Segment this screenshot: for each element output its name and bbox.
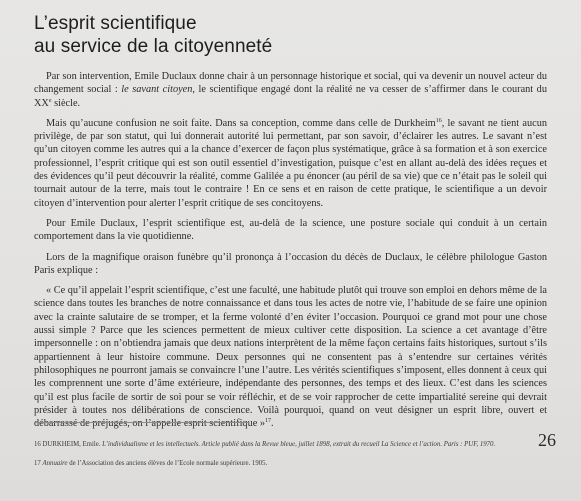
paragraph-2: [34, 117, 547, 210]
footnote-17: [34, 459, 524, 468]
paragraph-4: Lors de la magnifique oraison funèbre qu’il prononça à l’occasion du décès de Duclaux, le célèbre philologue Gaston Paris explique :: [34, 251, 547, 276]
quote-end: .: [271, 418, 274, 430]
footnote-divider: [34, 422, 249, 423]
footnote-17-tail: de l’Association des anciens élèves de l’Ecole normale supérieure. 1905.: [67, 460, 268, 467]
paragraph-1-italic: le savant citoyen: [121, 84, 193, 96]
paragraph-1-text-a: Par son intervention, Emile Duclaux donne chair à un personnage historique et social, qui va devenir un nouvel acteur du changement social :: [34, 71, 547, 96]
quote-paragraph: [34, 284, 547, 430]
section-title-line-1: L’esprit scientifique: [34, 13, 197, 34]
footnote-17-lead: 17: [34, 460, 43, 467]
section-title: [34, 12, 272, 58]
paragraph-2-text-a: Mais qu’aucune confusion ne soit faite. Dans sa conception, comme dans celle de Durkheim: [46, 117, 436, 129]
paragraph-1-text-d: siècle.: [51, 97, 81, 109]
footnote-16: [34, 440, 524, 449]
page-number: 26: [538, 430, 556, 450]
footnote-ref-16[interactable]: 16: [435, 117, 442, 124]
paragraph-1: [34, 70, 547, 110]
footnotes: [34, 440, 524, 478]
paragraph-1-text-c: , le scientifique engagé dont la réalité ne va cesser de s’affirmer dans le courant du XX: [34, 84, 547, 109]
body-text: [34, 70, 547, 437]
quote-text: « Ce qu’il appelait l’esprit scientifique, c’est une faculté, une habitude plutôt qui trouve son emploi en dehors même de la science dans toutes les branches de notre connaissance et dans tous les actes de notre vie, l’habitude de se faire une opinion avec la crainte salutaire de se tromper, et la ferme volonté d’en éviter l’occasion. Pourquoi ce grand mot pour une chose aussi simple ? Parce que les sciences permettent de mieux cultiver cette disposition. La science a cet avantage d’être impersonnelle : on n’obtiendra jamais que deux nations interprètent de la même façon certains faits historiques, surtout s’ils appartiennent à leur histoire commune. Deux personnes qui ne consentent pas à s’entendre sur certaines vérités philosophiques ne pourront jamais se convaincre l’une l’autre. Les vérités scientifiques s’imposent, elles donnent à ceux qui les comprennent une sorte d’âme extérieure, indépendante des personnes, des temps et des lieux. C’est dans les sciences qu’il est plus facile de sortir de soi pour se voir réfléchir, et de se voir rapprocher de cette impartialité sereine qui devrait présider à toutes nos délibérations de conscience. Voilà pourquoi, quand on veut désigner un esprit libre, ouvert et débarrassé de préjugés, on l’appelle esprit scientifique »: [34, 285, 547, 430]
footnote-16-italic: L’individualisme et les intellectuels. Article publié dans la Revue bleue, juillet 1898, extrait du recueil La Science et l’action. Paris : PUF, 1970.: [102, 441, 496, 448]
century-superscript: e: [48, 97, 52, 104]
paragraph-3: Pour Emile Duclaux, l’esprit scientifique est, au-delà de la science, une posture sociale qui conduit à un certain comportement dans la vie quotidienne.: [34, 217, 547, 243]
paragraph-2-text-b: , le savant ne tient aucun privilège, de par son statut, qui lui donnerait autorité lui permettant, par son savoir, d’éclairer les autres. Le savant n’est qu’un citoyen comme les autres qui a la chance d’exercer de façon plus systématique, grâce à sa formation et à son exercice professionnel, l’esprit critique qui est son outil essentiel d’investigation, puisque c’est en allant au-delà des idées reçues et des évidences qu’il peut découvrir la réalité, comme Galilée a pu énoncer (au péril de sa vie) que ce n’était pas le soleil qui tournait autour de la terre, mais tout le contraire ! En ce sens et en raison de cette pratique, le scientifique a un devoir citoyen d’intervention pour alerter l’esprit critique de ses concitoyens.: [34, 117, 547, 209]
section-title-line-2: au service de la citoyenneté: [34, 36, 273, 57]
footnote-16-lead: 16 DURKHEIM, Emile.: [34, 441, 103, 448]
footnote-ref-17[interactable]: 17: [265, 418, 272, 425]
footnote-17-italic: Annuaire: [42, 460, 68, 467]
